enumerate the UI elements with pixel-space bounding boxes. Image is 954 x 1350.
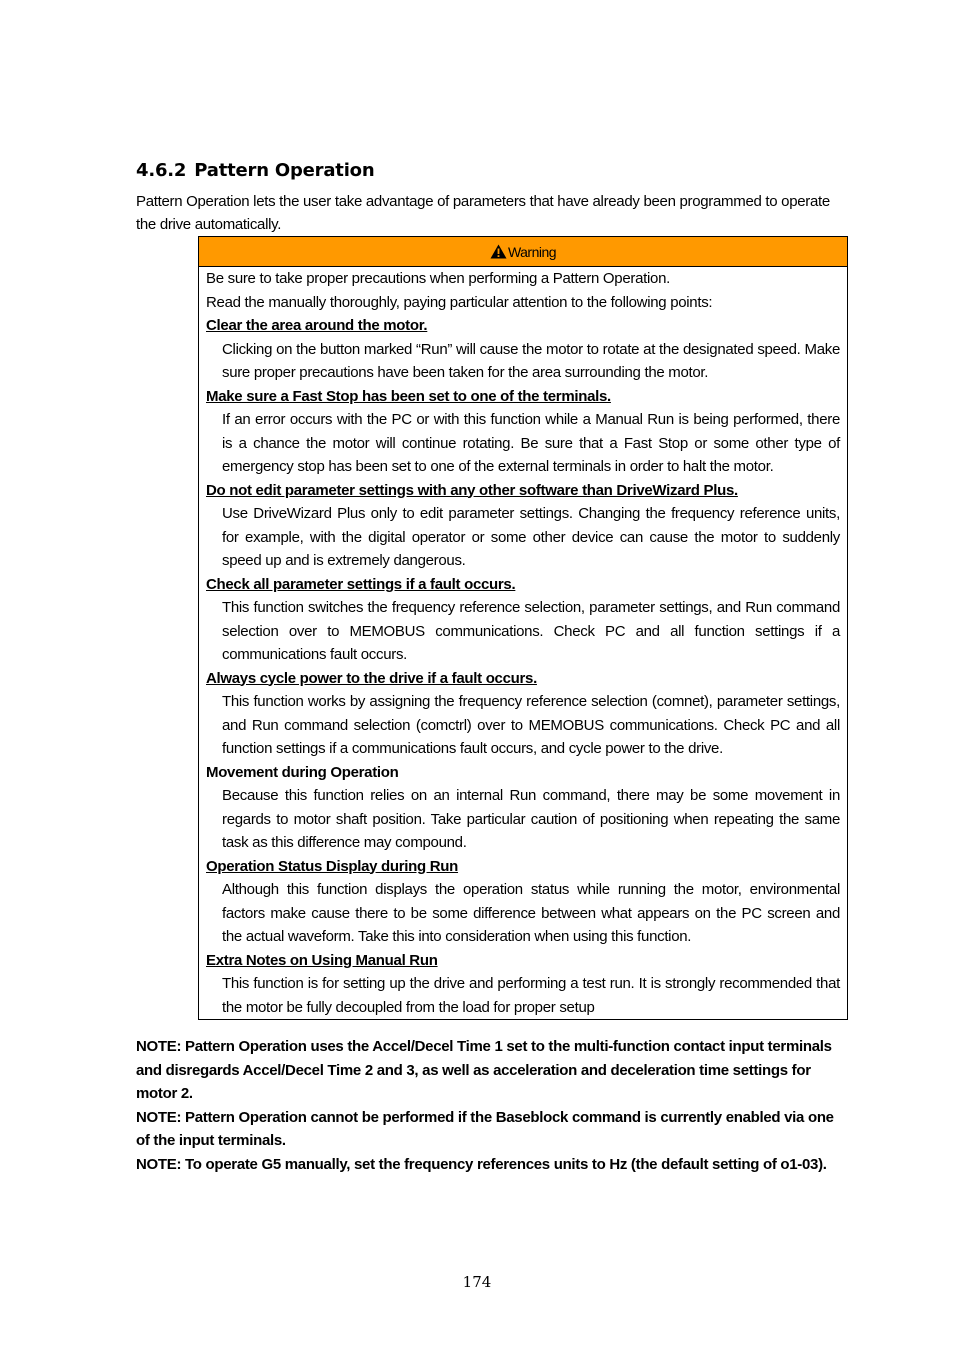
point-text-check-settings: This function switches the frequency reference selection, parameter settings, and Run command selection over to MEMOBUS communications. Check PC and all function settings if a communications fault occurs. xyxy=(222,599,840,663)
note-baseblock: NOTE: Pattern Operation cannot be performed if the Baseblock command is currently enabled via one of the input terminals. xyxy=(136,1108,834,1149)
point-title-fast-stop: Make sure a Fast Stop has been set to one of the terminals. xyxy=(206,387,611,405)
section-heading xyxy=(136,158,848,184)
warning-header-label: Warning xyxy=(507,243,557,260)
point-text-cycle-power: This function works by assigning the frequency reference selection (comnet), parameter settings, and Run command selection (comctrl) over to MEMOBUS communications. Check PC and all function settings if a communications fault occurs, and cycle power to the drive. xyxy=(222,693,840,757)
warning-lead-2: Read the manually thoroughly, paying particular attention to the following points: xyxy=(206,293,713,311)
note-manual-hz: NOTE: To operate G5 manually, set the frequency references units to Hz (the default setting of o1-03). xyxy=(136,1155,827,1173)
point-title-check-settings: Check all parameter settings if a fault occurs. xyxy=(206,575,516,593)
point-text-movement: Because this function relies on an internal Run command, there may be some movement in regards to motor shaft position. Take particular caution of positioning when repeating the same task as this difference may compound. xyxy=(222,787,840,851)
point-text-no-other-software: Use DriveWizard Plus only to edit parameter settings. Changing the frequency reference units, for example, with the digital operator or some other device can cause the motor to suddenly speed up and is extremely dangerous. xyxy=(222,505,840,569)
page-number: 174 xyxy=(462,1273,492,1291)
point-text-extra-notes: This function is for setting up the drive and performing a test run. It is strongly recommended that the motor be fully decoupled from the load for proper setup xyxy=(222,975,840,1016)
warning-triangle-icon xyxy=(490,244,507,259)
point-text-clear-area: Clicking on the button marked “Run” will cause the motor to rotate at the designated speed. Make sure proper precautions have been taken for the area surrounding the motor. xyxy=(222,340,840,381)
warning-box xyxy=(198,236,848,1020)
point-title-status-display: Operation Status Display during Run xyxy=(206,857,459,875)
warning-header xyxy=(199,237,847,267)
note-accel-decel: NOTE: Pattern Operation uses the Accel/Decel Time 1 set to the multi-function contact input terminals and disregards Accel/Decel Time 2 and 3, as well as acceleration and deceleration time settings for motor 2. xyxy=(136,1038,832,1102)
warning-lead-1: Be sure to take proper precautions when performing a Pattern Operation. xyxy=(206,270,670,287)
point-title-no-other-software: Do not edit parameter settings with any other software than DriveWizard Plus. xyxy=(206,481,738,499)
point-text-status-display: Although this function displays the operation status while running the motor, environmental factors make cause there to be some difference between what appears on the PC screen and the actual waveform. Take this into consideration when using this function. xyxy=(222,881,840,945)
section-title: Pattern Operation xyxy=(194,160,375,181)
notes-section xyxy=(136,1035,848,1176)
warning-body xyxy=(199,267,847,1019)
point-title-cycle-power: Always cycle power to the drive if a fault occurs. xyxy=(206,669,537,687)
section-intro: Pattern Operation lets the user take advantage of parameters that have already been programmed to operate the drive automatically. xyxy=(136,193,830,233)
section-number: 4.6.2 xyxy=(136,160,187,181)
point-text-fast-stop: If an error occurs with the PC or with this function while a Manual Run is being performed, there is a chance the motor will continue rotating. Be sure that a Fast Stop or some other type of emergency stop has been set to one of the external terminals in order to halt the motor. xyxy=(222,411,840,475)
page-content xyxy=(136,158,848,1176)
point-title-clear-area: Clear the area around the motor. xyxy=(206,317,428,334)
point-title-extra-notes: Extra Notes on Using Manual Run xyxy=(206,951,438,969)
point-title-movement: Movement during Operation xyxy=(206,763,399,781)
